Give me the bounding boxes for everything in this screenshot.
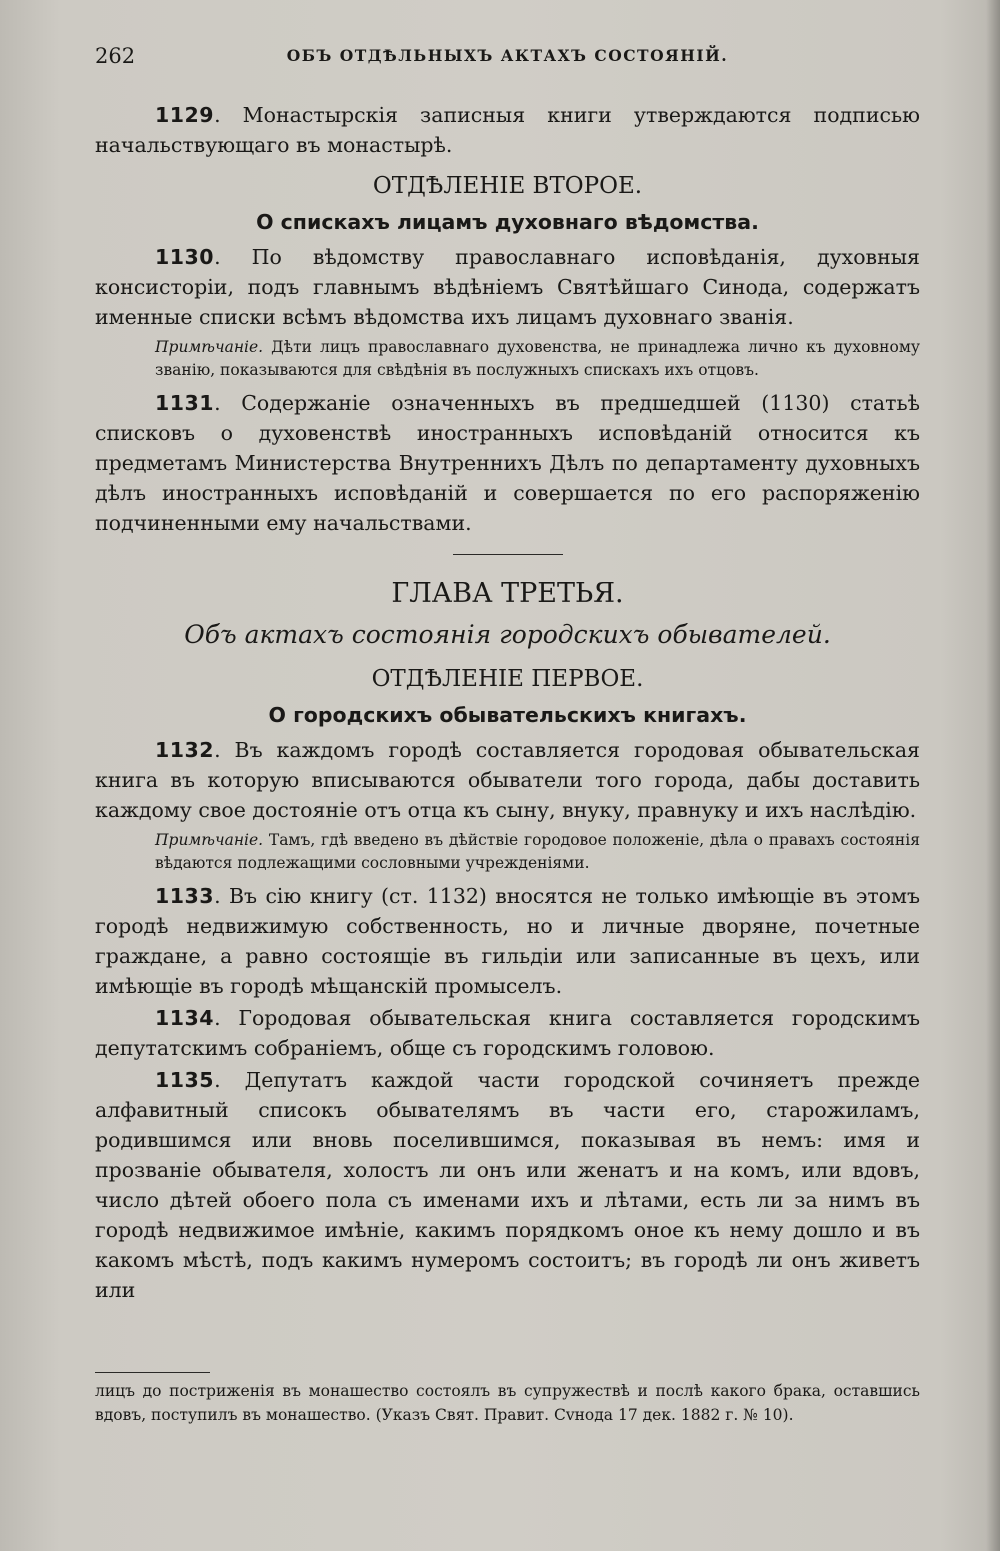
article-number: 1131 (155, 391, 215, 415)
chapter-heading: ГЛАВА ТРЕТЬЯ. (391, 578, 624, 609)
running-header (95, 44, 920, 74)
article-number: 1133 (155, 884, 215, 908)
footnote: лицъ до постриженія въ монашество состоялъ въ супружествѣ и послѣ какого брака, оставшись вдовъ, поступилъ въ монашество. (Указъ Свят. Правит. Сvнода 17 дек. 1882 г. № 10). (95, 1382, 920, 1424)
section-subheading-clergy-lists: О спискахъ лицамъ духовнаго вѣдомства. (256, 210, 759, 234)
chapter-subtitle: Объ актахъ состоянія городскихъ обывателей. (184, 620, 831, 649)
section-subheading-city-books: О городскихъ обывательскихъ книгахъ. (268, 703, 747, 727)
article-number: 1135 (155, 1068, 215, 1092)
article-1134 (95, 1003, 920, 1063)
article-1129 (95, 100, 920, 160)
note-label: Примѣчаніе. (155, 831, 264, 849)
page-number: 262 (95, 44, 136, 68)
article-number: 1132 (155, 738, 215, 762)
page-edge-shadow (986, 0, 1000, 1551)
article-text: . Городовая обывательская книга составляется городскимъ депутатскимъ собраніемъ, обще съ городскимъ головою. (95, 1006, 920, 1060)
article-1135 (95, 1065, 920, 1305)
article-1132 (95, 735, 920, 825)
section-heading-second: ОТДѢЛЕНІЕ ВТОРОЕ. (372, 173, 643, 199)
chapter-divider (453, 554, 563, 555)
note-text: Тамъ, гдѣ введено въ дѣйствіе городовое положеніе, дѣла о правахъ состоянія вѣдаются подлежащими сословными учрежденіями. (155, 831, 920, 872)
article-text: . Депутатъ каждой части городской сочиняетъ прежде алфавитный списокъ обывателямъ въ части его, старожиламъ, родившимся или вновь поселившимся, показывая въ немъ: имя и прозваніе обывателя, холостъ ли онъ или женатъ и на комъ, или вдовъ, число дѣтей обоего пола съ именами ихъ и лѣтами, есть ли за нимъ въ городѣ недвижимое имѣніе, какимъ порядкомъ оное къ нему дошло и въ какомъ мѣстѣ, подъ какимъ нумеромъ состоитъ; въ городѣ ли онъ живетъ или (95, 1068, 920, 1302)
running-title: ОБЪ ОТДѢЛЬНЫХЪ АКТАХЪ СОСТОЯНІЙ. (286, 46, 729, 65)
note-label: Примѣчаніе. (155, 338, 264, 356)
footnote-divider (95, 1372, 210, 1373)
note-1132 (95, 829, 920, 875)
article-number: 1130 (155, 245, 215, 269)
article-1133 (95, 881, 920, 1001)
note-text: Дѣти лицъ православнаго духовенства, не принадлежа лично къ духовному званію, показываются для свѣдѣнія въ послужныхъ спискахъ ихъ отцовъ. (155, 338, 920, 379)
article-text: . По вѣдомству православнаго исповѣданія, духовныя консисторіи, подъ главнымъ вѣдѣніемъ Святѣйшаго Синода, содержатъ именные списки всѣмъ вѣдомства ихъ лицамъ духовнаго званія. (95, 245, 920, 329)
article-text: . Содержаніе означенныхъ въ предшедшей (1130) статьѣ списковъ о духовенствѣ иностранныхъ исповѣданій относится къ предметамъ Министерства Внутреннихъ Дѣлъ по департаменту духовныхъ дѣлъ иностранныхъ исповѣданій и совершается по его распоряженію подчиненными ему начальствами. (95, 391, 920, 535)
article-1131 (95, 388, 920, 538)
article-number: 1134 (155, 1006, 215, 1030)
main-text (95, 100, 920, 1307)
article-text: . Въ сію книгу (ст. 1132) вносятся не только имѣющіе въ этомъ городѣ недвижимую собственность, но и личные дворяне, почетные граждане, а равно состоящіе въ гильдіи или записанные въ цехъ, или имѣющіе въ городѣ мѣщанскій промыселъ. (95, 884, 920, 998)
article-1130 (95, 242, 920, 332)
article-text: . Монастырскія записныя книги утверждаются подписью начальствующаго въ монастырѣ. (95, 103, 920, 157)
section-heading-first: ОТДѢЛЕНІЕ ПЕРВОЕ. (371, 666, 644, 692)
article-number: 1129 (155, 103, 215, 127)
article-text: . Въ каждомъ городѣ составляется городовая обывательская книга въ которую вписываются обыватели того города, дабы доставить каждому свое достояніе отъ отца къ сыну, внуку, правнуку и ихъ наслѣдію. (95, 738, 920, 822)
note-1130 (95, 336, 920, 382)
